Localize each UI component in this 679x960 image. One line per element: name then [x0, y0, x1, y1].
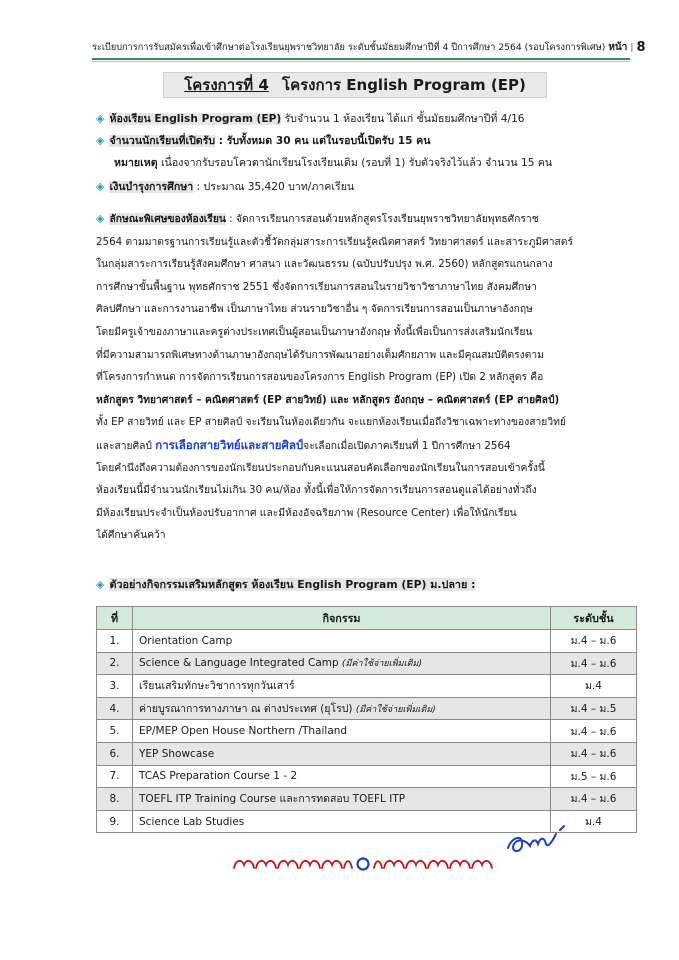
activity-text: ค่ายบูรณาการทางภาษา ณ ต่างประเทศ (ยุโรป) [139, 703, 356, 716]
table-row [97, 765, 637, 788]
column-header-activity: กิจกรรม [133, 607, 551, 630]
diamond-bullet-icon: ◈ [96, 112, 105, 125]
activity-name [133, 697, 551, 720]
diamond-bullet-icon: ◈ [96, 180, 105, 193]
ornament-divider [232, 855, 494, 873]
column-header-level: ระดับชั้น [551, 607, 637, 630]
students-text: : รับทั้งหมด 30 คน แต่ในรอบนี้เปิดรับ 15 คน [215, 135, 431, 147]
fee-text: : ประมาณ 35,420 บาท/ภาคเรียน [193, 181, 355, 193]
activity-name [133, 675, 551, 698]
activity-text: Orientation Camp [139, 634, 233, 647]
diamond-bullet-icon: ◈ [96, 212, 105, 225]
activity-level: ม.4 – ม.6 [551, 742, 637, 765]
track-selection-highlight: การเลือกสายวิทย์และสายศิลป์ [155, 437, 304, 452]
row-number: 4. [97, 697, 133, 720]
project-name: โครงการ English Program (EP) [282, 76, 526, 94]
features-line: การศึกษาขั้นพื้นฐาน พุทธศักราช 2551 ซึ่งจัดการเรียนการสอนในรายวิชาวิชาภาษาไทย สังคมศึกษา [96, 280, 537, 293]
features-section [96, 208, 644, 547]
project-label: โครงการที่ 4 [184, 76, 269, 94]
remark-text: เนื่องจากรับรอบโควตานักเรียนโรงเรียนเดิม (รอบที่ 1) รับตัวจริงไว้แล้ว จำนวน 15 คน [157, 157, 553, 169]
features-line: มีห้องเรียนประจำเป็นห้องปรับอากาศ และมีห้องอัจฉริยภาพ (Resource Center) เพื่อให้นักเรียน [96, 506, 517, 519]
features-line-curricula: หลักสูตร วิทยาศาสตร์ – คณิตศาสตร์ (EP สายวิทย์) และ หลักสูตร อังกฤษ – คณิตศาสตร์ (EP สายศิลป์) [96, 393, 560, 406]
activity-text: TOEFL ITP Training Course และการทดสอบ TOEFL ITP [139, 793, 406, 806]
activity-text: YEP Showcase [139, 747, 215, 760]
table-row [97, 675, 637, 698]
fee-info [96, 178, 646, 196]
features-line: ห้องเรียนนี้มีจำนวนนักเรียนไม่เกิน 30 คน/ห้อง ทั้งนี้เพื่อให้การจัดการเรียนการสอนดูแลได้อย่างทั่วถึง [96, 484, 537, 497]
row-number: 7. [97, 765, 133, 788]
features-line: โดยคำนึงถึงความต้องการของนักเรียนประกอบกับคะแนนสอบคัดเลือกของนักเรียนในการสอบเข้าครั้งนี้ [96, 461, 545, 474]
features-line: ที่โครงการกำหนด การจัดการเรียนการสอนของโครงการ English Program (EP) เปิด 2 หลักสูตร คือ [96, 371, 544, 384]
table-header-row [97, 607, 637, 630]
activity-level: ม.4 – ม.5 [551, 697, 637, 720]
row-number: 3. [97, 675, 133, 698]
activity-text: EP/MEP Open House Northern /Thailand [139, 725, 348, 738]
remark-label: หมายเหตุ [114, 157, 158, 169]
features-line: ในกลุ่มสาระการเรียนรู้สังคมศึกษา ศาสนา และวัฒนธรรม (ฉบับปรับปรุง พ.ศ. 2560) หลักสูตรแกนกลาง [96, 258, 553, 271]
page-title [163, 72, 547, 98]
header-separator: | [630, 42, 634, 53]
activity-name [133, 652, 551, 675]
header-page-number: 8 [636, 40, 646, 55]
table-row [97, 652, 637, 675]
header-rule [92, 58, 630, 60]
features-line: ที่มีความสามารถพิเศษทางด้านภาษาอังกฤษได้รับการพัฒนาอย่างเต็มศักยภาพ และมีคุณสมบัติตรงตาม [96, 348, 544, 361]
students-info [96, 132, 646, 150]
row-number: 1. [97, 630, 133, 653]
activity-level: ม.4 – ม.6 [551, 788, 637, 811]
activity-name [133, 720, 551, 743]
signature-image [504, 822, 574, 858]
table-row [97, 697, 637, 720]
activity-level: ม.4 – ม.6 [551, 720, 637, 743]
features-line [96, 434, 644, 457]
activity-level: ม.4 [551, 675, 637, 698]
table-row [97, 630, 637, 653]
activity-note: (มีค่าใช้จ่ายเพิ่มเติม) [355, 705, 436, 716]
row-number: 2. [97, 652, 133, 675]
room-info [96, 110, 646, 128]
activities-heading [96, 576, 475, 593]
row-number: 6. [97, 742, 133, 765]
header-rule-light [92, 61, 630, 62]
diamond-bullet-icon: ◈ [96, 134, 105, 147]
activity-text: Science Lab Studies [139, 815, 245, 828]
features-text: : จัดการเรียนการสอนด้วยหลักสูตรโรงเรียนยุพราชวิทยาลัยพุทธศักราช [225, 213, 539, 225]
row-number: 9. [97, 810, 133, 833]
activity-level: ม.4 [551, 810, 637, 833]
activity-level: ม.4 – ม.6 [551, 652, 637, 675]
table-row [97, 742, 637, 765]
activity-level: ม.5 – ม.6 [551, 765, 637, 788]
row-number: 5. [97, 720, 133, 743]
students-label: จำนวนนักเรียนที่เปิดรับ [109, 135, 216, 147]
diamond-bullet-icon: ◈ [96, 578, 105, 591]
activity-name [133, 630, 551, 653]
activity-name [133, 765, 551, 788]
features-line: 2564 ตามมาตรฐานการเรียนรู้และตัวชี้วัดกลุ่มสาระการเรียนรู้คณิตศาสตร์ วิทยาศาสตร์ และสาระภูมิศาสตร์ [96, 235, 573, 248]
features-text: และสายศิลป์ [96, 439, 156, 452]
header-page-label: หน้า [608, 42, 628, 53]
fee-label: เงินบำรุงการศึกษา [109, 181, 194, 193]
page-header [92, 40, 646, 55]
activity-name [133, 742, 551, 765]
features-text: จะเลือกเมื่อเปิดภาคเรียนที่ 1 ปีการศึกษา 2564 [303, 439, 511, 452]
activity-name [133, 810, 551, 833]
room-text: รับจำนวน 1 ห้องเรียน ได้แก่ ชั้นมัธยมศึกษาปีที่ 4/16 [281, 113, 525, 125]
features-line: ทั้ง EP สายวิทย์ และ EP สายศิลป์ จะเรียนในห้องเดียวกัน จะแยกห้องเรียนเมื่อถึงวิชาเฉพาะทางของสายวิทย์ [96, 416, 566, 429]
activity-name [133, 788, 551, 811]
activity-level: ม.4 – ม.6 [551, 630, 637, 653]
activity-text: TCAS Preparation Course 1 - 2 [139, 770, 298, 783]
column-header-no: ที่ [97, 607, 133, 630]
activity-text: เรียนเสริมทักษะวิชาการทุกวันเสาร์ [139, 680, 295, 693]
row-number: 8. [97, 788, 133, 811]
header-text: ระเบียบการการรับสมัครเพื่อเข้าศึกษาต่อโรงเรียนยุพราชวิทยาลัย ระดับชั้นมัธยมศึกษาปีที่ 4 ปีการศึกษา 2564 (รอบโครงการพิเศษ) [92, 42, 606, 53]
activity-text: Science & Language Integrated Camp [139, 657, 343, 670]
features-line: โดยมีครูเจ้าของภาษาและครูต่างประเทศเป็นผู้สอนเป็นภาษาอังกฤษ ทั้งนี้เพื่อเป็นการส่งเสริมนักเรียน [96, 325, 533, 338]
remark-info [96, 155, 646, 172]
activity-note: (มีค่าใช้จ่ายเพิ่มเติม) [342, 659, 422, 670]
room-label: ห้องเรียน English Program (EP) [109, 113, 282, 125]
activities-heading-text: ตัวอย่างกิจกรรมเสริมหลักสูตร ห้องเรียน English Program (EP) ม.ปลาย : [109, 578, 476, 591]
activities-table [96, 606, 637, 833]
table-row [97, 720, 637, 743]
features-line: ได้ศึกษาค้นคว้า [96, 529, 166, 542]
features-line: ศิลปศึกษา และการงานอาชีพ เป็นภาษาไทย ส่วนรายวิชาอื่น ๆ จัดการเรียนการสอนเป็นภาษาอังกฤษ [96, 303, 533, 316]
features-label: ลักษณะพิเศษของห้องเรียน [109, 213, 226, 225]
table-row [97, 788, 637, 811]
features-line [96, 208, 644, 231]
